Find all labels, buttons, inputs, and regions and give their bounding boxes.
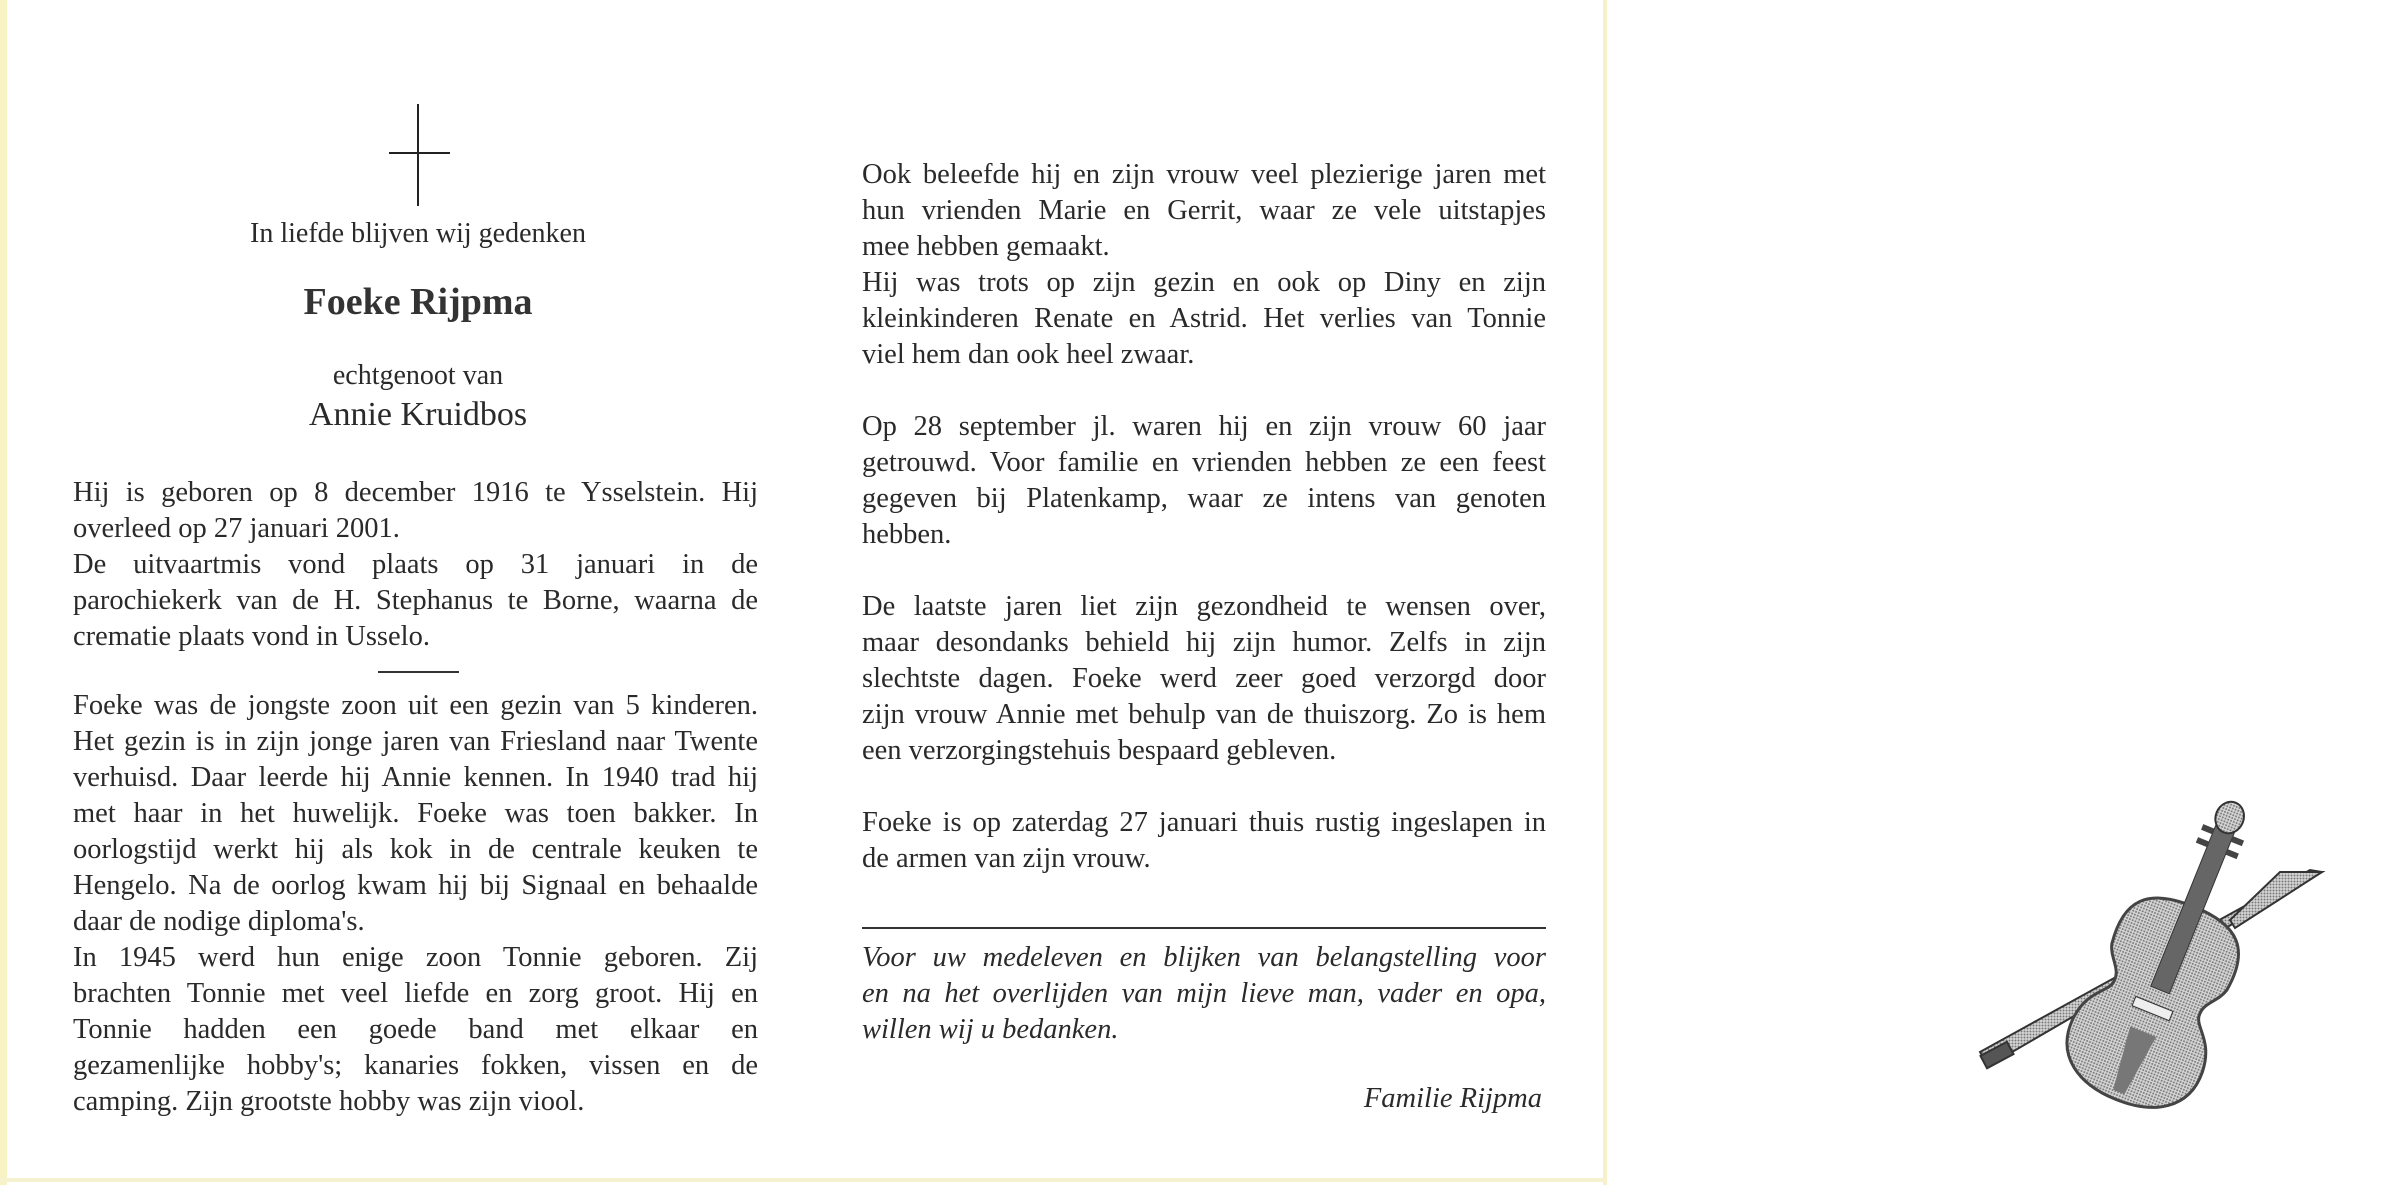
spouse-label: echtgenoot van <box>332 360 504 391</box>
card-fold-edge <box>1603 0 1607 1185</box>
cross-horizontal <box>389 152 450 154</box>
deceased-name: Foeke Rijpma <box>303 281 533 323</box>
text-line: crematie plaats vond in Usselo. <box>73 621 430 652</box>
family-signature: Familie Rijpma <box>1363 1083 1542 1114</box>
text-line: camping. Zijn grootste hobby was zijn viool. <box>73 1086 585 1117</box>
biography-block-2 <box>73 688 758 1120</box>
card-edge-bottom <box>0 1178 1607 1182</box>
text-line: parochiekerk van de H. Stephanus te Borne, waarna de <box>73 585 758 616</box>
text-line: en na het overlijden van mijn lieve man, vader en opa, <box>862 978 1546 1009</box>
text-line: oorlogstijd werkt hij als kok in de centrale keuken te <box>73 834 758 865</box>
text-line: Op 28 september jl. waren hij en zijn vrouw 60 jaar <box>862 411 1546 442</box>
text-line: Hengelo. Na de oorlog kwam hij bij Signaal en behaalde <box>73 870 758 901</box>
section-divider <box>378 671 459 673</box>
text-line: Foeke is op zaterdag 27 januari thuis rustig ingeslapen in <box>862 807 1546 838</box>
text-line: brachten Tonnie met veel liefde en zorg groot. Hij en <box>73 978 758 1009</box>
text-line: daar de nodige diploma's. <box>73 906 365 937</box>
paragraph-gap <box>862 769 1546 805</box>
violin-icon <box>1960 790 2340 1130</box>
text-line: mee hebben gemaakt. <box>862 231 1110 262</box>
text-line: de armen van zijn vrouw. <box>862 843 1151 874</box>
text-line: met haar in het huwelijk. Foeke was toen bakker. In <box>73 798 758 829</box>
text-line: Hij is geboren op 8 december 1916 te Ysselstein. Hij <box>73 477 758 508</box>
text-line: een verzorgingstehuis bespaard gebleven. <box>862 735 1337 766</box>
violin-body <box>2051 790 2301 1126</box>
biography-block-1 <box>73 475 758 655</box>
spouse-name: Annie Kruidbos <box>308 396 528 433</box>
text-line: De laatste jaren liet zijn gezondheid te wensen over, <box>862 591 1546 622</box>
text-line: Tonnie hadden een goede band met elkaar en <box>73 1014 758 1045</box>
text-line: Hij was trots op zijn gezin en ook op Diny en zijn <box>862 267 1546 298</box>
text-line: willen wij u bedanken. <box>862 1014 1119 1045</box>
text-line: overleed op 27 januari 2001. <box>73 513 400 544</box>
text-line: kleinkinderen Renate en Astrid. Het verlies van Tonnie <box>862 303 1546 334</box>
text-line: Het gezin is in zijn jonge jaren van Friesland naar Twente <box>73 726 758 757</box>
cross-vertical <box>417 104 419 206</box>
text-line: Voor uw medeleven en blijken van belangstelling voor <box>862 942 1546 973</box>
text-line: maar desondanks behield hij zijn humor. Zelfs in zijn <box>862 627 1546 658</box>
intro-text: In liefde blijven wij gedenken <box>250 218 586 249</box>
text-line: In 1945 werd hun enige zoon Tonnie geboren. Zij <box>73 942 758 973</box>
paragraph-gap <box>862 373 1546 409</box>
text-line: De uitvaartmis vond plaats op 31 januari in de <box>73 549 758 580</box>
card-edge-left <box>0 0 7 1185</box>
text-line: getrouwd. Voor familie en vrienden hebben ze een feest <box>862 447 1546 478</box>
memories-text <box>862 157 1546 877</box>
text-line: verhuisd. Daar leerde hij Annie kennen. In 1940 trad hij <box>73 762 758 793</box>
paragraph-gap <box>862 553 1546 589</box>
text-line: zijn vrouw Annie met behulp van de thuiszorg. Zo is hem <box>862 699 1546 730</box>
text-line: Foeke was de jongste zoon uit een gezin van 5 kinderen. <box>73 690 758 721</box>
thanks-divider <box>862 927 1546 929</box>
text-line: hun vrienden Marie en Gerrit, waar ze vele uitstapjes <box>862 195 1546 226</box>
text-line: slechtste dagen. Foeke werd zeer goed verzorgd door <box>862 663 1546 694</box>
text-line: gegeven bij Platenkamp, waar ze intens van genoten <box>862 483 1546 514</box>
text-line: hebben. <box>862 519 952 550</box>
text-line: viel hem dan ook heel zwaar. <box>862 339 1195 370</box>
text-line: Ook beleefde hij en zijn vrouw veel plezierige jaren met <box>862 159 1546 190</box>
thanks-text <box>862 940 1546 1048</box>
text-line: gezamenlijke hobby's; kanaries fokken, vissen en de <box>73 1050 758 1081</box>
